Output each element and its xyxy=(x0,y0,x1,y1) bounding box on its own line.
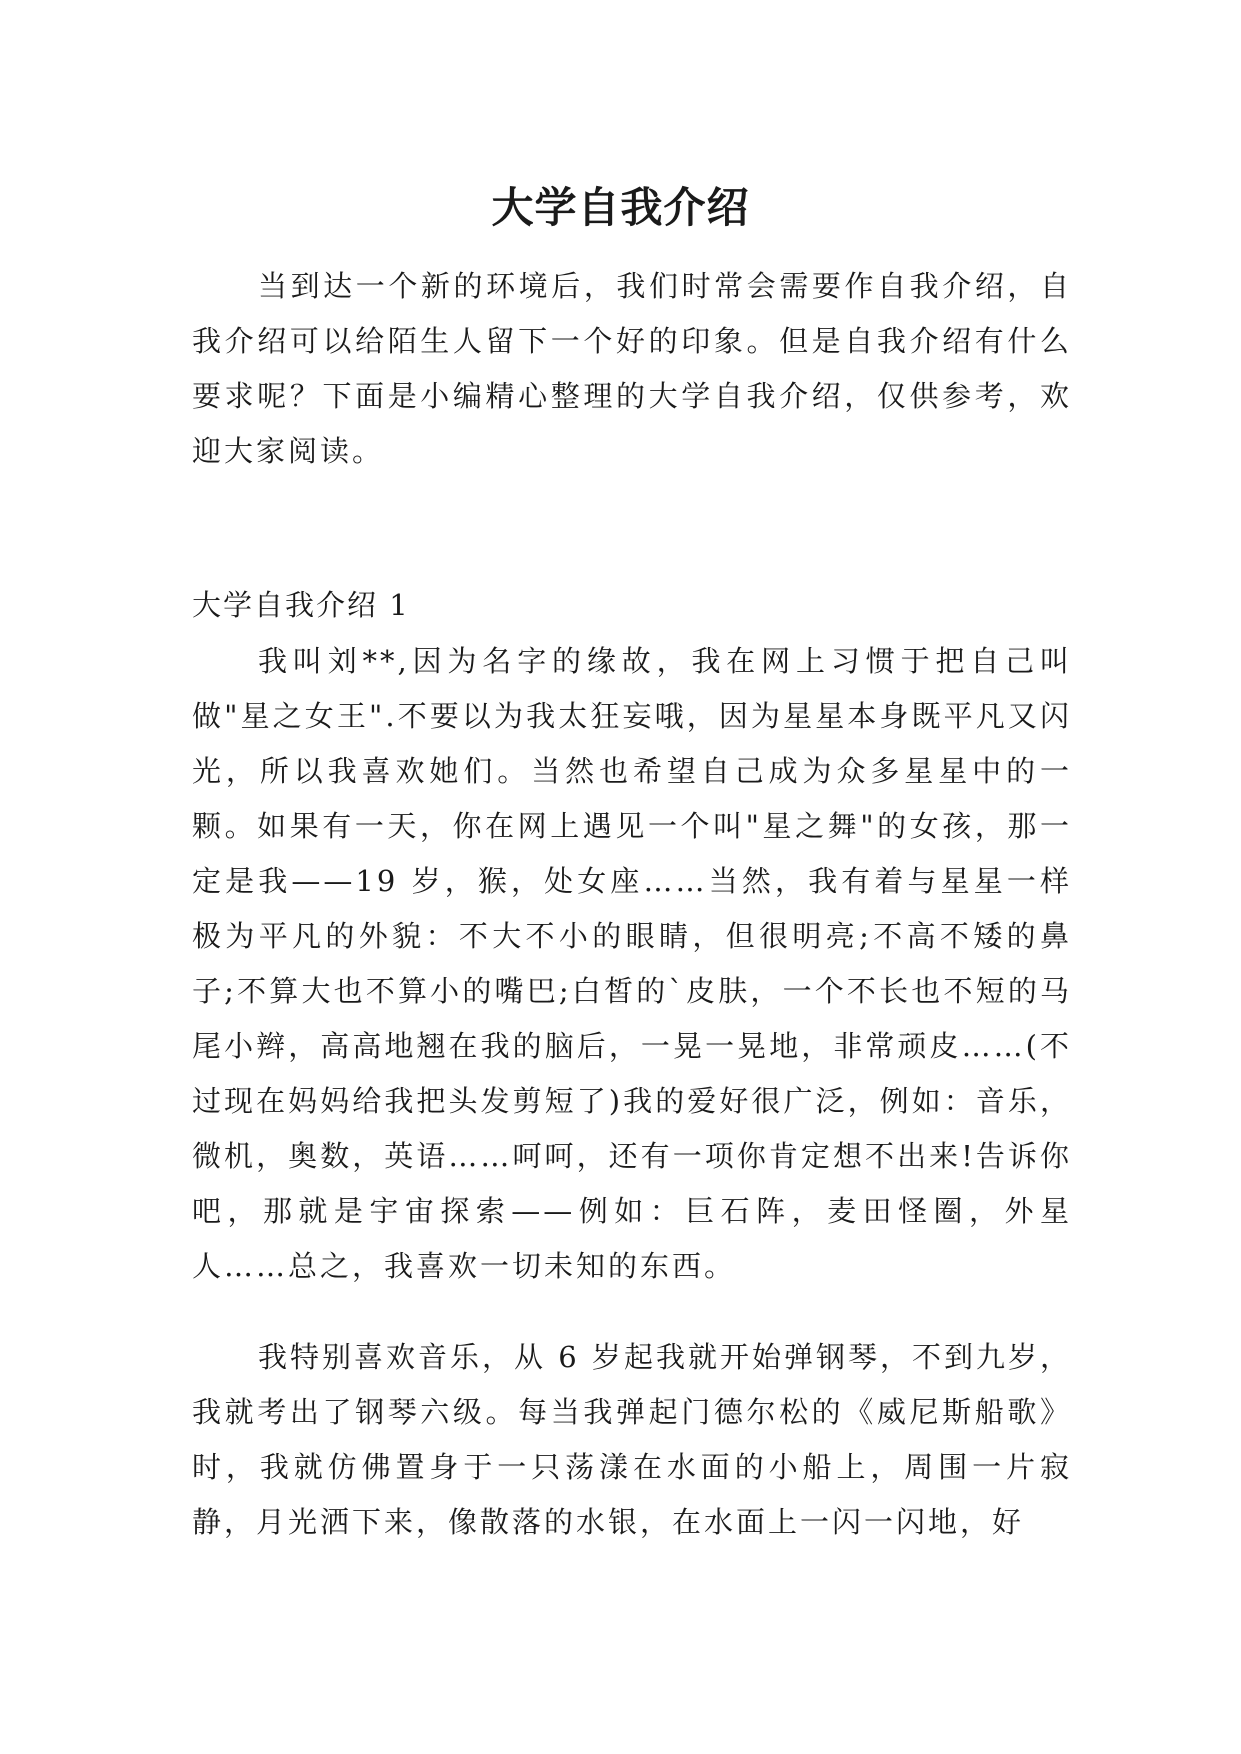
body-paragraph: 我叫刘**,因为名字的缘故，我在网上习惯于把自己叫做"星之女王".不要以为我太狂妄哦，因为星星本身既平凡又闪光，所以我喜欢她们。当然也希望自己成为众多星星中的一颗。如果有一天，你在网上遇见一个叫"星之舞"的女孩，那一定是我——19 岁，猴，处女座……当然，我有着与星星一样极为平凡的外貌：不大不小的眼睛，但很明亮;不高不矮的鼻子;不算大也不算小的嘴巴;白皙的`皮肤，一个不长也不短的马尾小辫，高高地翘在我的脑后，一晃一晃地，非常顽皮……(不过现在妈妈给我把头发剪短了)我的爱好很广泛，例如：音乐，微机，奥数，英语……呵呵，还有一项你肯定想不出来!告诉你吧，那就是宇宙探索——例如：巨石阵，麦田怪圈，外星人……总之，我喜欢一切未知的东西。 xyxy=(192,644,1072,1283)
section-heading: 大学自我介绍 1 xyxy=(192,588,410,622)
intro-paragraph: 当到达一个新的环境后，我们时常会需要作自我介绍，自我介绍可以给陌生人留下一个好的印象。但是自我介绍有什么要求呢？下面是小编精心整理的大学自我介绍，仅供参考，欢迎大家阅读。 xyxy=(192,269,1072,468)
body-paragraph: 我特别喜欢音乐，从 6 岁起我就开始弹钢琴，不到九岁，我就考出了钢琴六级。每当我弹起门德尔松的《威尼斯船歌》时，我就仿佛置身于一只荡漾在水面的小船上，周围一片寂静，月光洒下来，像散落的水银，在水面上一闪一闪地，好 xyxy=(192,1340,1072,1539)
document-title: 大学自我介绍 xyxy=(491,183,750,233)
